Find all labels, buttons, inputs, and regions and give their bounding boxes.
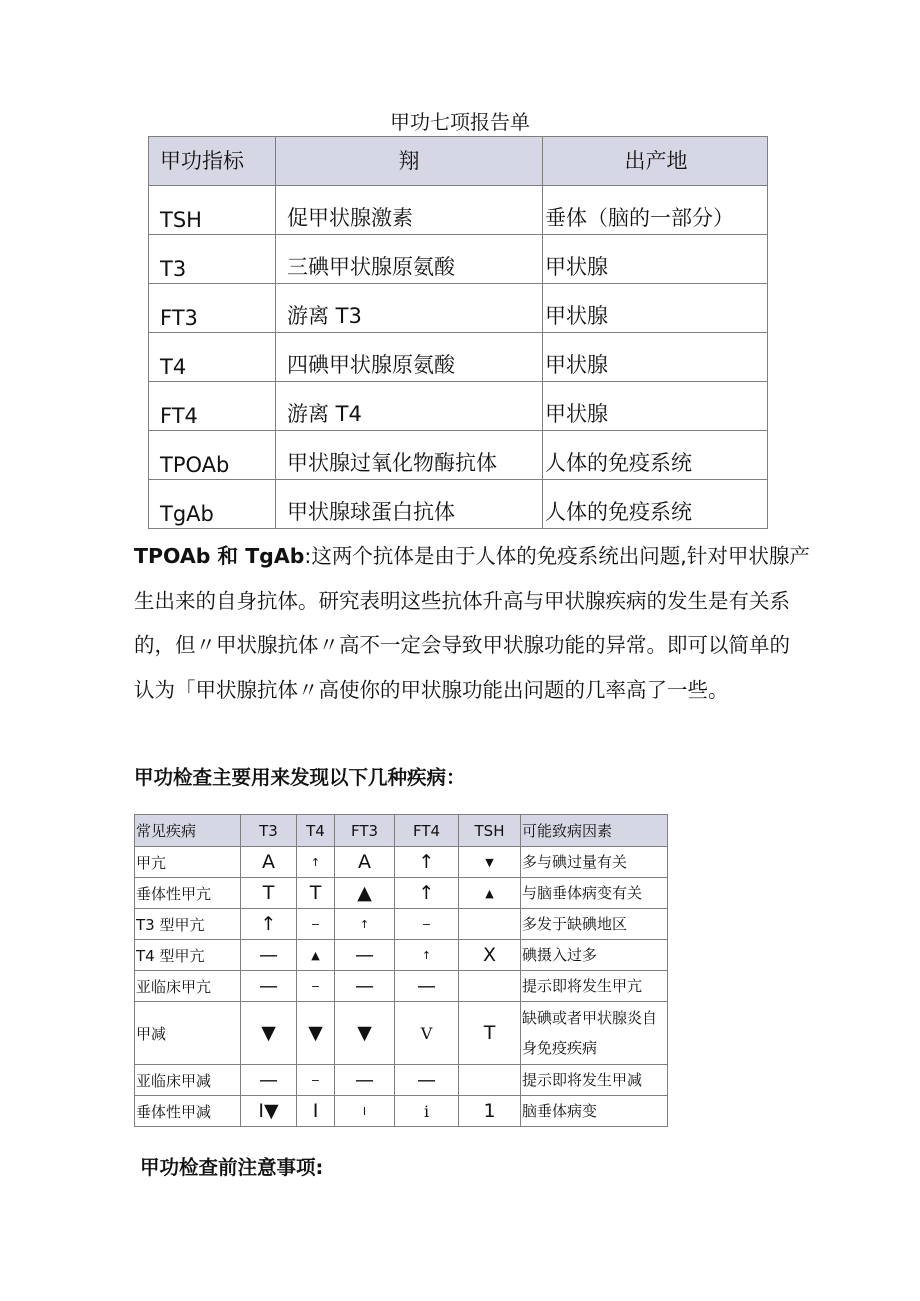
paragraph-line: 的，但〃甲状腺抗体〃高不一定会导致甲状腺功能的异常。即可以简单的 [134,633,790,657]
header-ft4: FT4 [395,815,459,847]
precautions-heading: 甲功检查前注意事项: [140,1156,324,1179]
name-cell: 三碘甲状腺原氨酸 [276,235,543,284]
disease-name-cell: 甲减 [135,1002,241,1065]
antibody-paragraph [134,534,810,712]
t3-cell: T [241,878,297,909]
diseases-heading: 甲功检查主要用来发现以下几种疾病： [134,766,466,789]
disease-name-cell: T3 型甲亢 [135,909,241,940]
t3-cell: A [241,847,297,878]
table-row [135,940,668,971]
ft3-cell: ▼ [335,1002,395,1065]
paragraph-line-text: :这两个抗体是由于人体的免疫系统出问题,针对甲状腺产 [304,544,810,568]
header-indicator: 甲功指标 [149,137,276,186]
disease-name-cell: 甲亢 [135,847,241,878]
table-row [149,186,768,235]
t4-cell: ▲ [297,940,335,971]
t4-cell: − [297,1065,335,1096]
tsh-cell [459,971,521,1002]
t4-cell: − [297,971,335,1002]
disease-name-cell: 亚临床甲亢 [135,971,241,1002]
t3-cell: — [241,1065,297,1096]
name-cell: 四碘甲状腺原氨酸 [276,333,543,382]
tsh-cell: 1 [459,1096,521,1127]
name-cell: 游离 T4 [276,382,543,431]
table-row [135,847,668,878]
report-table-header [149,137,768,186]
ft4-cell: ↑ [395,878,459,909]
table-row [149,382,768,431]
factor-cell: 多与碘过量有关 [521,847,668,878]
paragraph-line [134,534,810,579]
ft3-cell: — [335,971,395,1002]
table-row [149,284,768,333]
t4-cell: − [297,909,335,940]
table-row [135,878,668,909]
indicator-cell: FT3 [149,284,276,333]
factor-cell: 多发于缺碘地区 [521,909,668,940]
factor-line: 缺碘或者甲状腺炎自 [522,1009,658,1027]
tsh-cell: ▲ [459,878,521,909]
disease-name-cell: 亚临床甲减 [135,1065,241,1096]
table-row [149,480,768,529]
tsh-cell [459,909,521,940]
t3-cell: ↑ [241,909,297,940]
header-t3: T3 [241,815,297,847]
factor-cell: 与脑垂体病变有关 [521,878,668,909]
ft4-cell: ↑ [395,940,459,971]
indicator-cell: TPOAb [149,431,276,480]
paragraph-lead: TPOAb 和 TgAb [134,544,305,568]
disease-table-header [135,815,668,847]
table-row [135,1096,668,1127]
tsh-cell [459,1065,521,1096]
ft4-cell: ↑ [395,847,459,878]
t4-cell: T [297,878,335,909]
ft4-cell: — [395,1065,459,1096]
tsh-cell: X [459,940,521,971]
ft4-cell: − [395,909,459,940]
table-row [149,431,768,480]
name-cell: 促甲状腺激素 [276,186,543,235]
report-title: 甲功七项报告单 [390,110,530,134]
indicator-cell: T3 [149,235,276,284]
origin-cell: 甲状腺 [543,382,768,431]
indicator-cell: TSH [149,186,276,235]
ft3-cell: — [335,940,395,971]
header-t4: T4 [297,815,335,847]
header-tsh: TSH [459,815,521,847]
ft3-cell: ▲ [335,878,395,909]
ft3-cell: A [335,847,395,878]
report-table [148,136,768,529]
indicator-cell: T4 [149,333,276,382]
tsh-cell: ▼ [459,847,521,878]
origin-cell: 甲状腺 [543,235,768,284]
t3-cell: — [241,940,297,971]
ft3-cell: I [335,1096,395,1127]
table-row [135,909,668,940]
ft4-cell: — [395,971,459,1002]
origin-cell: 人体的免疫系统 [543,480,768,529]
factor-line: 身免疫疾病 [522,1039,598,1057]
header-disease: 常见疾病 [135,815,241,847]
factor-cell: 碘摄入过多 [521,940,668,971]
indicator-cell: TgAb [149,480,276,529]
t4-cell: I [297,1096,335,1127]
t4-cell: ↑ [297,847,335,878]
origin-cell: 人体的免疫系统 [543,431,768,480]
t3-cell: I▼ [241,1096,297,1127]
ft3-cell: ↑ [335,909,395,940]
paragraph-line: 认为「甲状腺抗体〃高使你的甲状腺功能出问题的几率高了一些。 [134,677,729,702]
factor-cell: 提示即将发生甲亢 [521,971,668,1002]
disease-table [134,814,668,1127]
header-name: 翔 [276,137,543,186]
factor-cell: 提示即将发生甲减 [521,1065,668,1096]
header-origin: 出产地 [543,137,768,186]
t4-cell: ▼ [297,1002,335,1065]
tsh-cell: T [459,1002,521,1065]
table-row [149,333,768,382]
t3-cell: ▼ [241,1002,297,1065]
disease-name-cell: 垂体性甲亢 [135,878,241,909]
header-factor: 可能致病因素 [521,815,668,847]
origin-cell: 甲状腺 [543,333,768,382]
factor-cell: 脑垂体病变 [521,1096,668,1127]
name-cell: 甲状腺过氧化物酶抗体 [276,431,543,480]
paragraph-line: 生出来的自身抗体。研究表明这些抗体升高与甲状腺疾病的发生是有关系 [134,588,790,613]
t3-cell: — [241,971,297,1002]
disease-name-cell: T4 型甲亢 [135,940,241,971]
header-ft3: FT3 [335,815,395,847]
name-cell: 游离 T3 [276,284,543,333]
indicator-cell: FT4 [149,382,276,431]
ft4-cell: i [395,1096,459,1127]
table-row [135,1002,668,1065]
disease-name-cell: 垂体性甲减 [135,1096,241,1127]
ft4-cell: V [395,1002,459,1065]
origin-cell: 甲状腺 [543,284,768,333]
ft3-cell: — [335,1065,395,1096]
name-cell: 甲状腺球蛋白抗体 [276,480,543,529]
origin-cell: 垂体（脑的一部分） [543,186,768,235]
table-row [149,235,768,284]
table-row [135,1065,668,1096]
table-row [135,971,668,1002]
factor-cell [521,1002,668,1065]
